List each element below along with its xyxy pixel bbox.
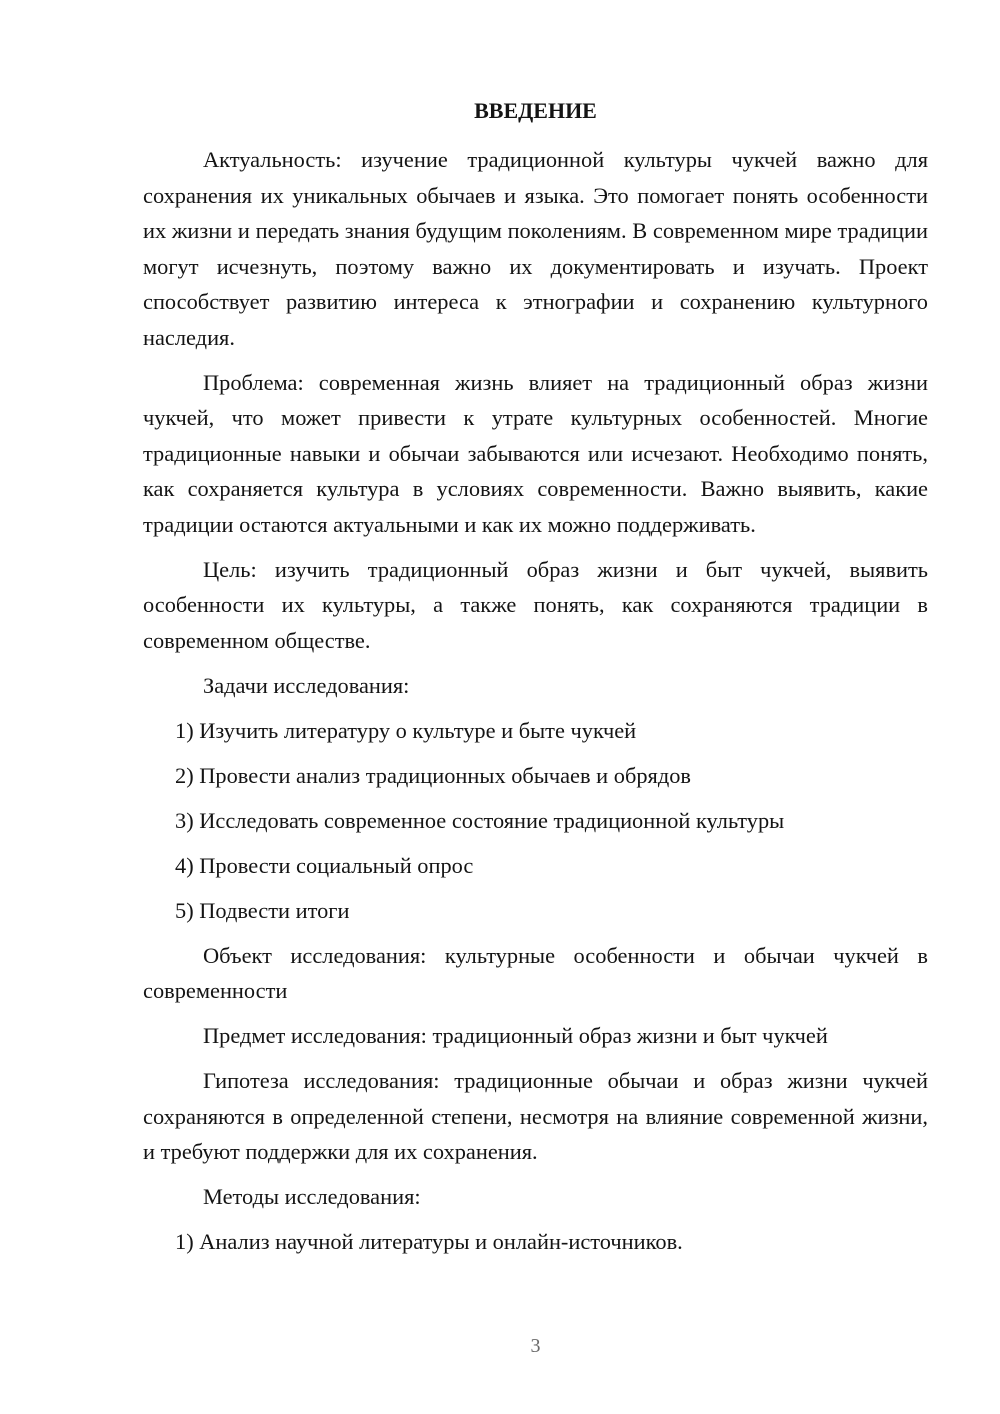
list-item: 1) Анализ научной литературы и онлайн-источников. (175, 1229, 683, 1254)
list-item: 5) Подвести итоги (175, 897, 350, 923)
methods-heading: Методы исследования: (203, 1184, 421, 1209)
tasks-heading: Задачи исследования: (203, 672, 410, 698)
document-body (143, 142, 928, 1269)
list-item: 2) Провести анализ традиционных обычаев и обрядов (175, 762, 691, 788)
list-item: 4) Провести социальный опрос (175, 852, 474, 878)
methods-list (143, 1224, 928, 1260)
paragraph-problem: Проблема: современная жизнь влияет на традиционный образ жизни чукчей, что может привести к утрате культурных особенностей. Многие традиционные навыки и обычаи забываются или исчезают. Необходимо понять, как сохраняется культура в условиях современности. Важно выявить, какие традиции остаются актуальными и как их можно поддерживать. (143, 369, 928, 537)
tasks-list (143, 713, 928, 929)
paragraph-hypothesis: Гипотеза исследования: традиционные обычаи и образ жизни чукчей сохраняются в определенной степени, несмотря на влияние современной жизни, и требуют поддержки для их сохранения. (143, 1068, 928, 1164)
list-item: 1) Изучить литературу о культуре и быте чукчей (175, 717, 637, 743)
paragraph-object: Объект исследования: культурные особенности и обычаи чукчей в современности (143, 942, 928, 1003)
document-page (143, 0, 928, 1414)
paragraph-goal: Цель: изучить традиционный образ жизни и быт чукчей, выявить особенности их культуры, а также понять, как сохраняются традиции в современном обществе. (143, 556, 928, 653)
paragraph-subject: Предмет исследования: традиционный образ жизни и быт чукчей (203, 1023, 828, 1048)
page-number: 3 (530, 1335, 541, 1357)
list-item: 3) Исследовать современное состояние традиционной культуры (175, 807, 785, 833)
page-title: ВВЕДЕНИЕ (474, 98, 597, 123)
paragraph-relevance: Актуальность: изучение традиционной культуры чукчей важно для сохранения их уникальных обычаев и языка. Это помогает понять особенности их жизни и передать знания будущим поколениям. В современном мире традиции могут исчезнуть, поэтому важно их документировать и изучать. Проект способствует развитию интереса к этнографии и сохранению культурного наследия. (143, 147, 928, 350)
